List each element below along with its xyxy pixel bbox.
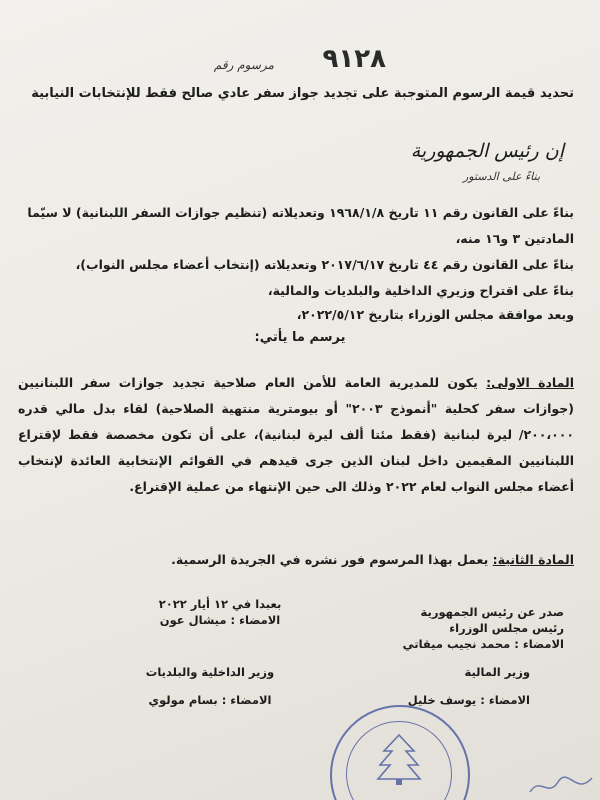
constitution-line: بناءً على الدستور	[463, 170, 540, 183]
finance-signature: الامضاء : يوسف خليل	[407, 693, 530, 707]
issued-by: صدر عن رئيس الجمهورية	[420, 605, 564, 619]
president-heading: إن رئيس الجمهورية	[410, 140, 564, 162]
official-seal	[330, 705, 470, 800]
article-1	[18, 370, 574, 500]
preamble-line: بناءً على القانون رقم ١١ تاريخ ١٩٦٨/١/٨ وتعديلاته (تنظيم جوازات السفر اللبنانية) لا سيّما	[27, 205, 574, 220]
signature-pm	[324, 604, 564, 652]
article-1-label: المادة الاولى:	[486, 375, 574, 390]
article-2-text: يعمل بهذا المرسوم فور نشره في الجريدة الرسمية.	[171, 552, 489, 567]
article-2-label: المادة الثانية:	[492, 552, 574, 567]
cedar-icon	[376, 733, 422, 787]
signature-finance	[330, 664, 530, 708]
signature-president	[120, 596, 320, 628]
article-2	[18, 552, 574, 567]
signature-interior	[110, 664, 310, 708]
date-line: بعبدا في ١٢ أيار ٢٠٢٢	[158, 597, 282, 611]
decrees-heading: يرسم ما يأتي:	[254, 330, 346, 345]
pm-title: رئيس مجلس الوزراء	[449, 621, 564, 635]
preamble-line: بناءً على القانون رقم ٤٤ تاريخ ٢٠١٧/٦/١٧ وتعديلاته (إنتخاب أعضاء مجلس النواب)،	[75, 257, 574, 272]
interior-title: وزير الداخلية والبلديات	[145, 665, 275, 679]
president-signature: الامضاء : ميشال عون	[159, 613, 281, 627]
article-1-text: يكون للمديرية العامة للأمن العام صلاحية تجديد جوازات سفر اللبنانيين (جوازات سفر كحلية "أنموذج ٢٠٠٣" أو بيومترية منتهية الصلاحية) لقاء بدل مالي قدره ٢٠٠،٠٠٠/ ليرة لبنانية (فقط مئتا ألف ليرة لبنانية)، على أن تكون مخصصة فقط لإقتراع اللبنانيين المقيمين داخل لبنان الذين جرى قيدهم في القوائم الإنتخابية العائدة لإنتخاب أعضاء مجلس النواب لعام ٢٠٢٢ وذلك الى حين الإنتهاء من عملية الإقتراع.	[18, 375, 574, 494]
preamble-line: بناءً على اقتراح وزيري الداخلية والبلديات والمالية،	[267, 283, 574, 298]
interior-signature: الامضاء : بسام مولوي	[148, 693, 272, 707]
decree-number: ٩١٢٨	[322, 44, 386, 74]
preamble-line: وبعد موافقة مجلس الوزراء بتاريخ ٢٠٢٢/٥/١٢،	[296, 307, 574, 322]
document-title: تحديد قيمة الرسوم المتوجبة على تجديد جواز سفر عادي صالح فقط للإنتخابات النيابية	[31, 86, 574, 101]
signature-scrawl-icon	[526, 770, 596, 800]
decree-label: مرسوم رقم	[213, 58, 274, 72]
preamble-line: المادتين ٣ و١٦ منه،	[455, 231, 574, 246]
finance-title: وزير المالية	[464, 665, 530, 679]
pm-signature: الامضاء : محمد نجيب ميقاتي	[402, 637, 564, 651]
